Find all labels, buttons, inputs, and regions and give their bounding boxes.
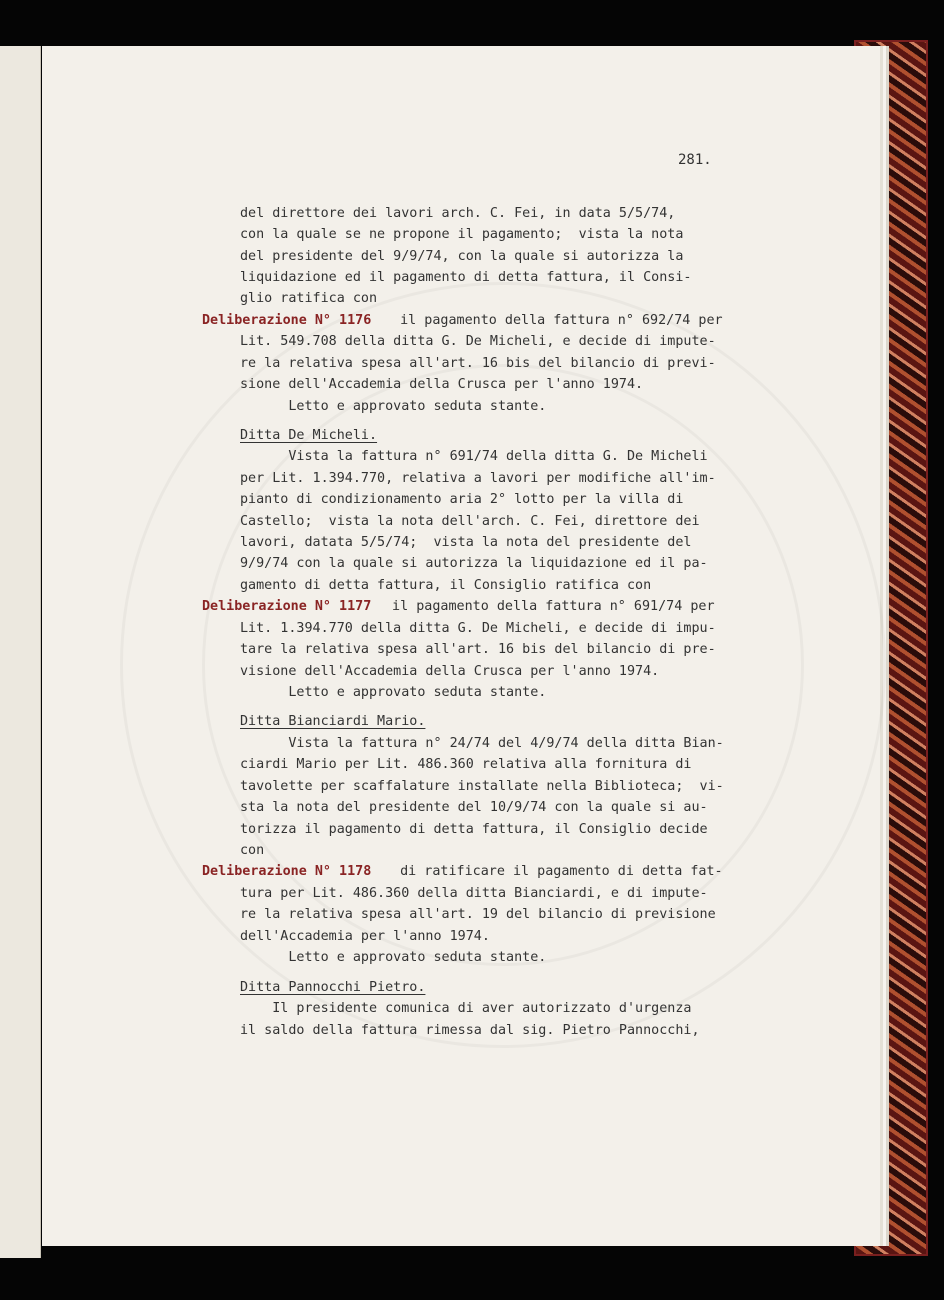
text-line: Vista la fattura n° 24/74 del 4/9/74 della ditta Bian- (240, 736, 724, 751)
text-line: con (240, 843, 265, 858)
page-number: 281. (678, 152, 712, 168)
text-line: tavolette per scaffalature installate nella Biblioteca; vi- (240, 779, 724, 794)
text-line: del direttore dei lavori arch. C. Fei, in data 5/5/74, (240, 206, 676, 221)
page-text (42, 46, 880, 1246)
text-line: Letto e approvato seduta stante. (240, 950, 547, 965)
text-line: il saldo della fattura rimessa dal sig. Pietro Pannocchi, (240, 1023, 700, 1038)
text-line: 9/9/74 con la quale si autorizza la liquidazione ed il pa- (240, 556, 708, 571)
text-line: pianto di condizionamento aria 2° lotto per la villa di (240, 492, 684, 507)
section-heading: Ditta De Micheli. (240, 428, 378, 443)
text-line: Lit. 549.708 della ditta G. De Micheli, e decide di impute- (240, 334, 716, 349)
text-line: lavori, datata 5/5/74; vista la nota del presidente del (240, 535, 692, 550)
text-line: gamento di detta fattura, il Consiglio ratifica con (240, 578, 652, 593)
text-line: sta la nota del presidente del 10/9/74 con la quale si au- (240, 800, 708, 815)
text-line: con la quale se ne propone il pagamento; vista la nota (240, 227, 684, 242)
text-line: visione dell'Accademia della Crusca per l'anno 1974. (240, 664, 660, 679)
text-line: Castello; vista la nota dell'arch. C. Fei, direttore dei (240, 514, 700, 529)
deliberation-label: Deliberazione N° 1176 (202, 313, 372, 328)
text-line: sione dell'Accademia della Crusca per l'anno 1974. (240, 377, 644, 392)
deliberation-label: Deliberazione N° 1178 (202, 864, 372, 879)
text-line: Letto e approvato seduta stante. (240, 685, 547, 700)
deliberation-label: Deliberazione N° 1177 (202, 599, 372, 614)
text-line: il pagamento della fattura n° 692/74 per (384, 313, 723, 328)
text-line: re la relativa spesa all'art. 19 del bilancio di previsione (240, 907, 716, 922)
text-line: di ratificare il pagamento di detta fat- (384, 864, 723, 879)
text-line: Lit. 1.394.770 della ditta G. De Micheli, e decide di impu- (240, 621, 716, 636)
text-line: re la relativa spesa all'art. 16 bis del bilancio di previ- (240, 356, 716, 371)
text-line: dell'Accademia per l'anno 1974. (240, 929, 490, 944)
section-heading: Ditta Bianciardi Mario. (240, 714, 426, 729)
text-line: del presidente del 9/9/74, con la quale si autorizza la (240, 249, 684, 264)
document-page (42, 46, 880, 1246)
facing-page-edge (0, 46, 41, 1258)
text-line: glio ratifica con (240, 291, 378, 306)
text-line: Il presidente comunica di aver autorizzato d'urgenza (240, 1001, 692, 1016)
text-line: per Lit. 1.394.770, relativa a lavori per modifiche all'im- (240, 471, 716, 486)
text-line: ciardi Mario per Lit. 486.360 relativa alla fornitura di (240, 757, 692, 772)
section-heading: Ditta Pannocchi Pietro. (240, 980, 426, 995)
text-line: Letto e approvato seduta stante. (240, 399, 547, 414)
text-line: Vista la fattura n° 691/74 della ditta G. De Micheli (240, 449, 708, 464)
text-line: tare la relativa spesa all'art. 16 bis del bilancio di pre- (240, 642, 716, 657)
text-line: torizza il pagamento di detta fattura, il Consiglio decide (240, 822, 708, 837)
text-line: il pagamento della fattura n° 691/74 per (384, 599, 715, 614)
text-line: tura per Lit. 486.360 della ditta Bianciardi, e di impute- (240, 886, 708, 901)
text-line: liquidazione ed il pagamento di detta fattura, il Consi- (240, 270, 692, 285)
